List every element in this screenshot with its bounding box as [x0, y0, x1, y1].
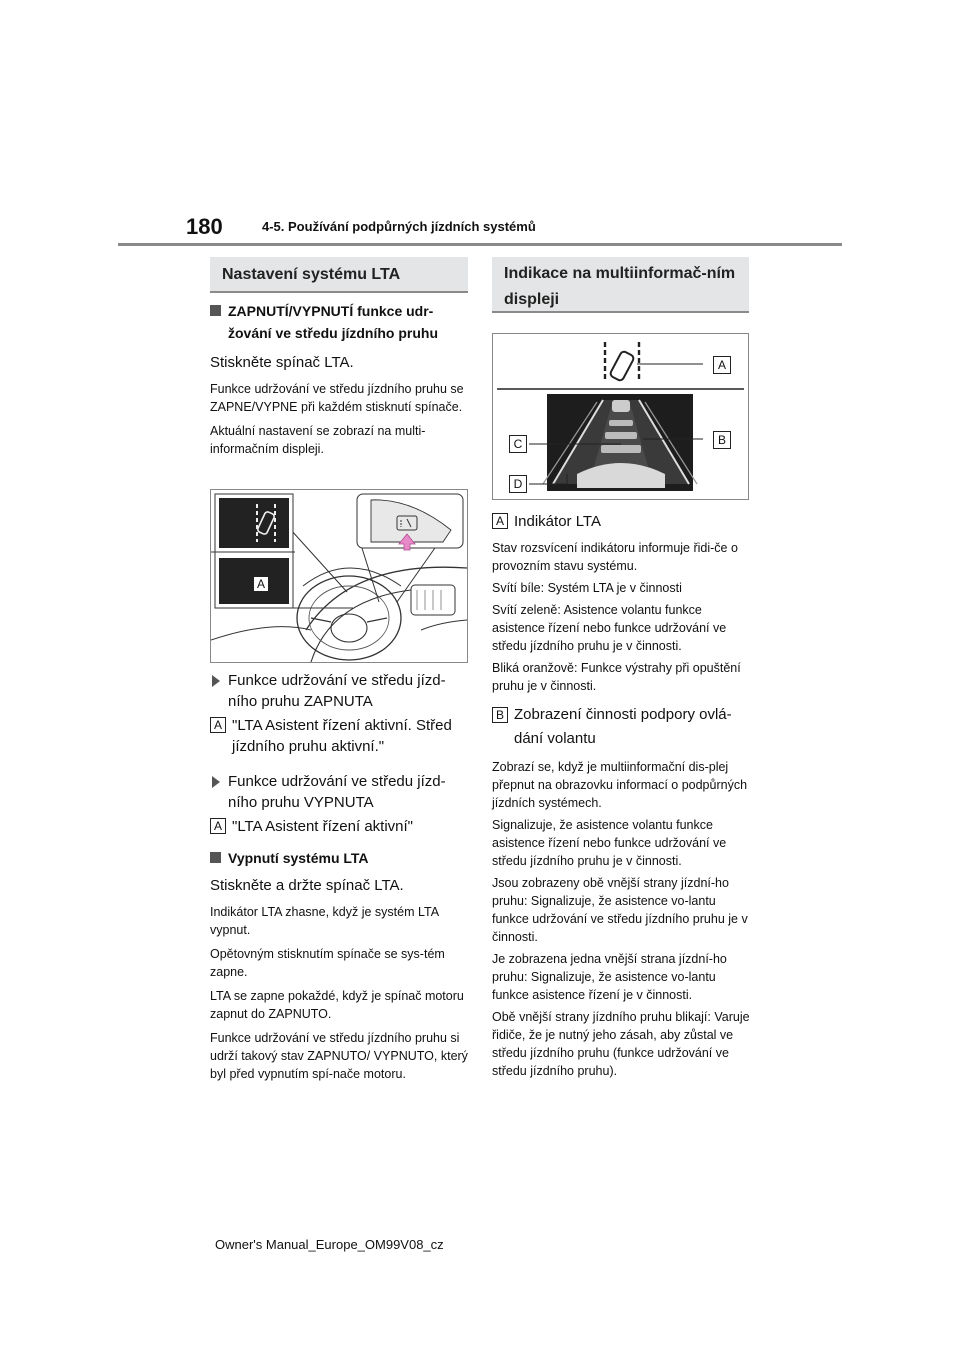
item-heading-b: B Zobrazení činnosti podpory ovlá-dání volantu	[492, 703, 754, 751]
paragraph: Aktuální nastavení se zobrazí na multi-informačním displeji.	[210, 424, 426, 456]
paragraph: Svítí zeleně: Asistence volantu funkce asistence řízení nebo funkce udržování ve středu jízdního pruhu je v činnosti.	[492, 603, 727, 653]
paragraph: Bliká oranžově: Funkce výstrahy při opuštění pruhu je v činnosti.	[492, 661, 741, 693]
triangle-bullet-icon	[212, 675, 220, 687]
callout-label-a: A	[492, 513, 508, 529]
message-on: A "LTA Asistent řízení aktivní. Střed jízdního pruhu aktivní."	[210, 715, 468, 757]
subheading-lta-center: ZAPNUTÍ/VYPNUTÍ funkce udr-žování ve středu jízdního pruhu	[210, 300, 468, 344]
figure-multi-display	[492, 333, 749, 500]
triangle-bullet-icon	[212, 776, 220, 788]
paragraph: Funkce udržování ve středu jízdního pruhu si udrží takový stav ZAPNUTO/ VYPNUTO, který byl před vypnutím spí-nače motoru.	[210, 1031, 468, 1081]
page-number: 180	[186, 214, 223, 239]
subheading-disable-lta: Vypnutí systému LTA	[210, 847, 468, 869]
paragraph: Obě vnější strany jízdního pruhu blikají: Varuje řidiče, že je nutný jeho zásah, aby zůstal ve středu jízdního pruhu (funkce udržování ve středu jízdního pruhu).	[492, 1010, 750, 1078]
paragraph: Funkce udržování ve středu jízdního pruhu se ZAPNE/VYPNE při každém stisknutí spínače.	[210, 382, 464, 414]
callout-label-b: B	[492, 707, 508, 723]
figure-callout-d: D	[509, 475, 527, 493]
footer-text: Owner's Manual_Europe_OM99V08_cz	[215, 1237, 444, 1252]
message-off: A "LTA Asistent řízení aktivní"	[210, 816, 468, 837]
figure-callout-c: C	[509, 435, 527, 453]
paragraph: Signalizuje, že asistence volantu funkce asistence řízení nebo funkce udržování ve středu jízdního pruhu je v činnosti.	[492, 818, 727, 868]
section-title-settings: Nastavení systému LTA	[210, 257, 468, 293]
paragraph: Zobrazí se, když je multiinformační dis-plej přepnut na obrazovku informací o podpůrných jízdních systémech.	[492, 760, 748, 810]
item-heading-a: A Indikátor LTA	[492, 511, 754, 532]
paragraph: LTA se zapne pokaždé, když je spínač motoru zapnut do ZAPNUTO.	[210, 989, 464, 1021]
callout-label-a: A	[210, 717, 226, 733]
paragraph: Stav rozsvícení indikátoru informuje řidi-če o provozním stavu systému.	[492, 541, 738, 573]
header-rule	[118, 243, 842, 246]
figure-callout-a: A	[713, 356, 731, 374]
instruction-hold: Stiskněte a držte spínač LTA.	[210, 877, 404, 894]
left-column	[210, 300, 468, 458]
instruction-press: Stiskněte spínač LTA.	[210, 354, 354, 371]
display-illustration	[493, 334, 748, 499]
paragraph: Je zobrazena jedna vnější strana jízdní-ho pruhu: Signalizuje, že asistence vo-lantu funkce asistence řízení je v činnosti.	[492, 952, 727, 1002]
figure-callout-a: A	[253, 576, 269, 592]
chapter-title: 4-5. Používání podpůrných jízdních systémů	[262, 219, 536, 234]
dashboard-illustration	[211, 490, 467, 662]
callout-label-a: A	[210, 818, 226, 834]
paragraph: Indikátor LTA zhasne, když je systém LTA vypnut.	[210, 905, 439, 937]
section-title-display: Indikace na multiinformač-ním displeji	[492, 257, 749, 313]
paragraph: Jsou zobrazeny obě vnější strany jízdní-ho pruhu: Signalizuje, že asistence vo-lantu funkce udržování ve středu jízdního pruhu je v činnosti.	[492, 876, 748, 944]
list-item-off: Funkce udržování ve středu jízd-ního pruhu VYPNUTA	[210, 771, 468, 813]
left-column-lower	[210, 670, 468, 1083]
paragraph: Svítí bíle: Systém LTA je v činnosti	[492, 581, 682, 595]
right-column	[492, 511, 754, 1080]
paragraph: Opětovným stisknutím spínače se sys-tém zapne.	[210, 947, 445, 979]
square-bullet-icon	[210, 305, 221, 316]
figure-callout-b: B	[713, 431, 731, 449]
square-bullet-icon	[210, 852, 221, 863]
figure-dashboard	[210, 489, 468, 663]
list-item-on: Funkce udržování ve středu jízd-ního pruhu ZAPNUTA	[210, 670, 468, 712]
